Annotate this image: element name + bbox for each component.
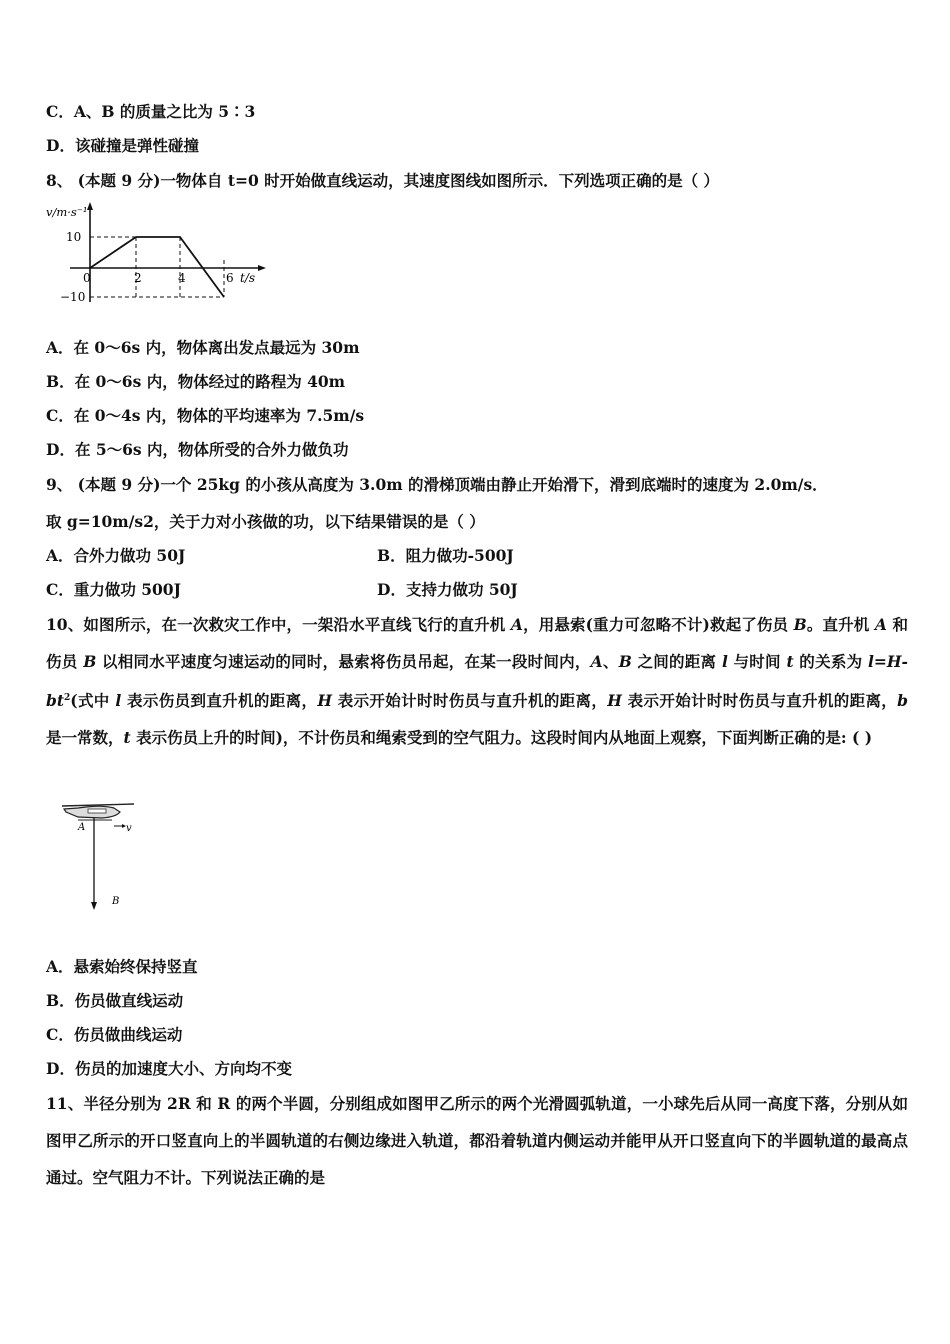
- fig-label-v: v: [126, 823, 132, 834]
- q8-option-c: C．在 0～4s 内，物体的平均速率为 7.5m/s: [46, 406, 365, 425]
- helicopter-window: [88, 809, 106, 813]
- q7-option-d: D．该碰撞是弹性碰撞: [46, 136, 199, 155]
- q8-option-b: B．在 0～6s 内，物体经过的路程为 40m: [46, 372, 346, 391]
- graph-ytick-10: 10: [66, 230, 82, 244]
- q9-stem-1: 9、 (本题 9 分)一个 25kg 的小孩从高度为 3.0m 的滑梯顶端由静止开始滑下，滑到底端时的速度为 2.0m/s．: [46, 475, 828, 494]
- q10-option-a: A．悬索始终保持竖直: [46, 957, 198, 976]
- q8-option-d: D．在 5～6s 内，物体所受的合外力做负功: [46, 440, 349, 459]
- q8-option-a: A．在 0～6s 内，物体离出发点最远为 30m: [46, 338, 360, 357]
- q9-stem-2: 取 g=10m/s2，关于力对小孩做的功，以下结果错误的是（ ）: [46, 512, 485, 531]
- graph-y-arrow: [87, 202, 93, 210]
- q8-stem: 8、 (本题 9 分)一物体自 t=0 时开始做直线运动，其速度图线如图所示．下列选项正确的是（ ）: [46, 171, 720, 190]
- graph-xtick-0: 0: [83, 271, 91, 285]
- q9-option-d: D．支持力做功 50J: [377, 580, 518, 599]
- graph-ylabel: v/m·s⁻¹: [46, 205, 88, 219]
- fig-label-b: B: [112, 896, 120, 907]
- graph-xtick-6: 6: [226, 271, 234, 285]
- q9-option-c: C．重力做功 500J: [46, 580, 181, 599]
- q9-option-b: B．阻力做功-500J: [377, 546, 514, 565]
- velocity-time-graph: [44, 198, 274, 310]
- q10-option-d: D．伤员的加速度大小、方向均不变: [46, 1059, 292, 1078]
- graph-xlabel: t/s: [240, 271, 256, 285]
- velocity-line: [90, 237, 224, 297]
- q10-option-c: C．伤员做曲线运动: [46, 1025, 183, 1044]
- helicopter-figure: [56, 798, 156, 916]
- q7-option-c: C．A、B 的质量之比为 5∶3: [46, 102, 256, 121]
- q11-stem: 11、半径分别为 2R 和 R 的两个半圆，分别组成如图甲乙所示的两个光滑圆弧轨道，一小球先后从同一高度下落，分别从如图甲乙所示的开口竖直向上的半圆轨道的右侧边缘进入轨道，都沿着轨道内侧运动并能甲从开口竖直向下的半圆轨道的最高点通过。空气阻力不计。下列说法正确的是: [46, 1094, 908, 1187]
- graph-x-arrow: [258, 265, 266, 271]
- q10-formula: l=H-bt: [46, 652, 908, 711]
- graph-xtick-4: 4: [178, 271, 186, 285]
- q9-option-a: A．合外力做功 50J: [46, 546, 186, 565]
- q10-option-b: B．伤员做直线运动: [46, 991, 184, 1010]
- graph-xtick-2: 2: [134, 271, 142, 285]
- q10-stem: 10、如图所示，在一次救灾工作中，一架沿水平直线飞行的直升机 A，用悬索(重力可忽略不计)救起了伤员 B。直升机 A 和伤员 B 以相同水平速度匀速运动的同时，悬索将伤员吊起，在某一段时间内，A、B 之间的距离 l 与时间 t 的关系为 $l=H-bt^2$(式中 l 表示伤员到直升机的距离，H 表示开始计时时伤员与直升机的距离，H 表示开始计时时伤员与直升机的距离，b 是一常数，t 表示伤员上升的时间)，不计伤员和绳索受到的空气阻力。这段时间内从地面上观察，下面判断正确的是: ( ): [46, 615, 908, 748]
- fig-label-a: A: [78, 822, 86, 833]
- rope-arrow: [91, 902, 97, 910]
- graph-ytick-minus10: −10: [60, 290, 86, 304]
